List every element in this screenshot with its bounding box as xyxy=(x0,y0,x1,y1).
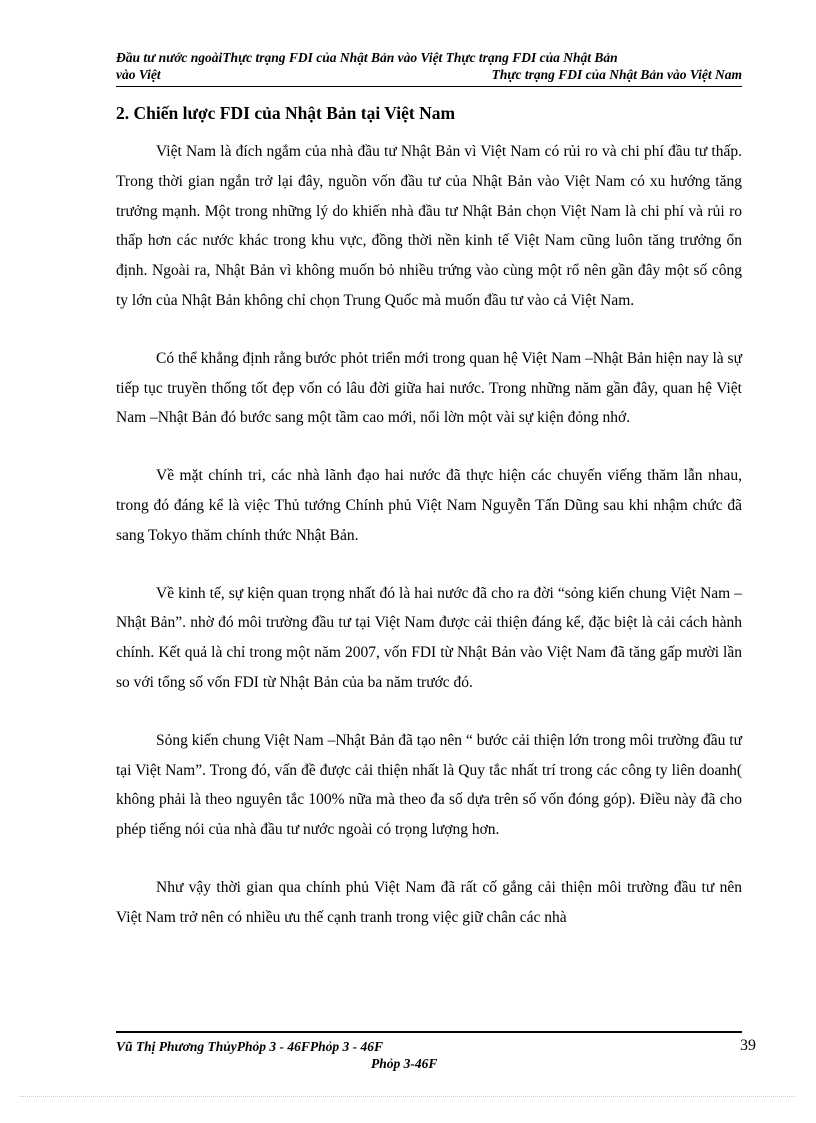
paragraph: Về mặt chính tri, các nhà lãnh đạo hai nước đã thực hiện các chuyến viếng thăm lẫn nhau, trong đó đáng kể là việc Thủ tướng Chính phủ Việt Nam Nguyễn Tấn Dũng sau khi nhậm chức đã sang Tokyo thăm chính thức Nhật Bản. xyxy=(116,467,742,544)
paragraph: Như vậy thời gian qua chính phủ Việt Nam đã rất cố gắng cải thiện môi trường đầu tư nên Việt Nam trở nên có nhiều ưu thế cạnh tranh trong việc giữ chân các nhà xyxy=(116,878,742,926)
page-bottom-divider xyxy=(20,1096,796,1097)
running-header-line1: Đầu tư nước ngoàiThực trạng FDI của Nhật Bản vào Việt Thực trạng FDI của Nhật Bản xyxy=(116,50,618,65)
body-text xyxy=(116,137,742,961)
paragraph: Về kinh tế, sự kiện quan trọng nhất đó là hai nước đã cho ra đời “sỏng kiến chung Việt Nam –Nhật Bản”. nhờ đó môi trường đầu tư tại Việt Nam được cải thiện đáng kể, đặc biệt là cải cách hành chính. Kết quả là chỉ trong một năm 2007, vốn FDI từ Nhật Bản vào Việt Nam đã tăng gấp mười lần so với tổng số vốn FDI từ Nhật Bản của ba năm trước đó. xyxy=(116,584,742,691)
paragraph: Sỏng kiến chung Việt Nam –Nhật Bản đã tạo nên “ bước cải thiện lớn trong môi trường đầu tư tại Việt Nam”. Trong đó, vấn đề được cải thiện nhất là Quy tắc nhất trí trong các công ty liên doanh( không phải là theo nguyên tắc 100% nữa mà theo đa số dựa trên số vốn đóng góp). Điều này đã cho phép tiếng nói của nhà đầu tư nước ngoài có trọng lượng hơn. xyxy=(116,731,742,839)
footer-rule xyxy=(116,1031,742,1033)
running-header-left: vào Việt xyxy=(116,67,161,82)
paragraph: Việt Nam là đích ngắm của nhà đầu tư Nhật Bản vì Việt Nam có rủi ro và chi phí đầu tư thấp. Trong thời gian ngắn trở lại đây, nguồn vốn đầu tư của Nhật Bản vào Việt Nam có xu hướng tăng trưởng mạnh. Một trong những lý do khiến nhà đầu tư Nhật Bản chọn Việt Nam là chi phí và rủi ro thấp hơn các nước khác trong khu vực, đồng thời nền kinh tế Việt Nam cũng luôn tăng trưởng ổn định. Ngoài ra, Nhật Bản vì không muốn bỏ nhiều trứng vào cùng một rổ nên gần đây một số công ty lớn của Nhật Bản không chỉ chọn Trung Quốc mà muốn đầu tư vào cả Việt Nam. xyxy=(116,143,742,309)
page-number: 39 xyxy=(740,1037,756,1054)
running-header-right: Thực trạng FDI của Nhật Bản vào Việt Nam xyxy=(491,67,742,82)
section-title: 2. Chiến lược FDI của Nhật Bản tại Việt Nam xyxy=(116,103,456,123)
header-rule xyxy=(116,86,742,87)
paragraph: Có thể khẳng định rằng bước phỏt triển mới trong quan hệ Việt Nam –Nhật Bản hiện nay là sự tiếp tục truyền thống tốt đẹp vốn có lâu đời giữa hai nước. Trong những năm gần đây, quan hệ Việt Nam –Nhật Bản đó bước sang một tầm cao mới, nổi lờn một vài sự kiện đỏng nhớ. xyxy=(116,349,742,427)
footer-class: Phỏp 3-46F xyxy=(371,1056,438,1071)
footer-author: Vũ Thị Phương ThủyPhỏp 3 - 46FPhỏp 3 - 46F xyxy=(116,1039,384,1054)
